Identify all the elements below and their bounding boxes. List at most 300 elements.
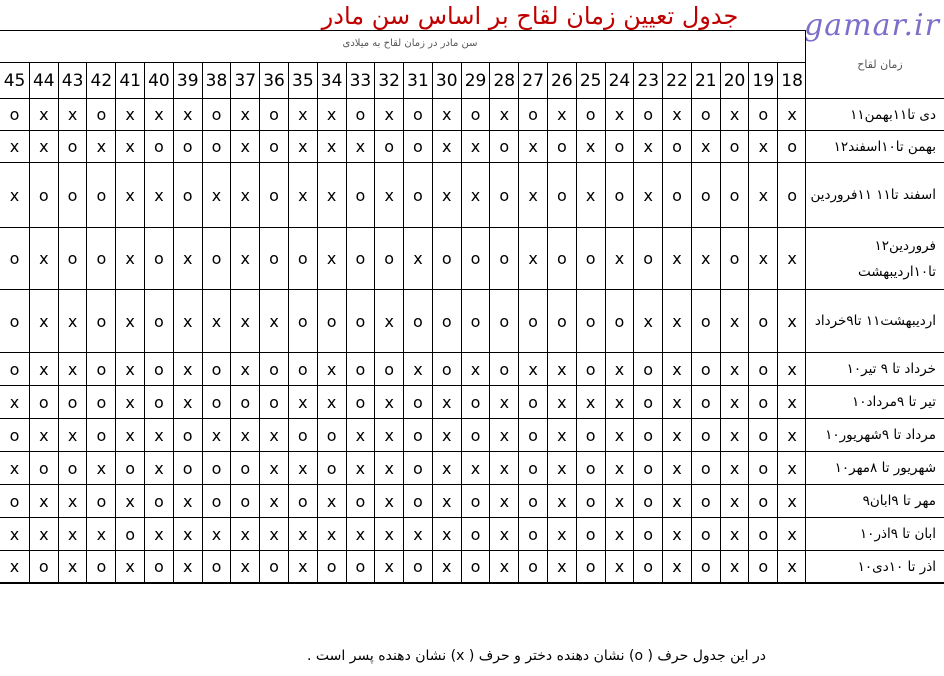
table-cell: x	[432, 386, 461, 418]
age-header-cell: 19	[748, 63, 777, 98]
table-cell: o	[748, 419, 777, 451]
table-cell: o	[691, 163, 720, 227]
table-cell: x	[605, 228, 634, 289]
table-cell: x	[489, 551, 518, 582]
table-cell: x	[317, 163, 346, 227]
table-cell: o	[403, 419, 432, 451]
table-cell: o	[518, 485, 547, 517]
table-cell: x	[691, 131, 720, 162]
table-cell: o	[461, 419, 490, 451]
table-cell: o	[748, 386, 777, 418]
table-cell: o	[403, 163, 432, 227]
table-cell: x	[259, 419, 288, 451]
table-cell: x	[720, 551, 749, 582]
table-cell: x	[432, 99, 461, 130]
table-cell: x	[547, 485, 576, 517]
table-cell: o	[202, 452, 231, 484]
table-cell: x	[288, 386, 317, 418]
table-cell: x	[173, 228, 202, 289]
table-cell: x	[605, 551, 634, 582]
age-header-cell: 36	[259, 63, 288, 98]
age-header-cell: 37	[230, 63, 259, 98]
table-cell: x	[777, 228, 806, 289]
table-cell: x	[374, 518, 403, 550]
table-cell: o	[173, 419, 202, 451]
table-cell: o	[576, 452, 605, 484]
table-cell: x	[777, 386, 806, 418]
table-cell: o	[259, 551, 288, 582]
table-cell: o	[633, 228, 662, 289]
table-cell: o	[432, 228, 461, 289]
age-header-cell: 33	[346, 63, 375, 98]
table-cell: o	[748, 99, 777, 130]
table-cell: o	[461, 485, 490, 517]
table-cell: o	[662, 131, 691, 162]
table-cell: o	[691, 353, 720, 385]
table-cell: x	[489, 386, 518, 418]
table-cell: o	[403, 452, 432, 484]
table-cell: o	[576, 99, 605, 130]
table-cell: x	[777, 518, 806, 550]
table-cell: o	[86, 99, 115, 130]
table-cell: o	[346, 99, 375, 130]
table-row	[0, 452, 806, 484]
table-cell: x	[374, 419, 403, 451]
table-cell: x	[662, 485, 691, 517]
table-cell: o	[691, 518, 720, 550]
table-cell: x	[748, 163, 777, 227]
table-cell: x	[662, 290, 691, 352]
table-cell: o	[58, 386, 87, 418]
table-cell: x	[288, 131, 317, 162]
table-cell: o	[144, 228, 173, 289]
table-cell: x	[633, 290, 662, 352]
age-header-cell: 28	[489, 63, 518, 98]
table-cell: o	[403, 290, 432, 352]
age-header-cell: 44	[29, 63, 58, 98]
table-cell: x	[720, 386, 749, 418]
table-cell: o	[202, 228, 231, 289]
table-cell: o	[288, 353, 317, 385]
table-cell: x	[547, 518, 576, 550]
table-cell: o	[259, 386, 288, 418]
table-cell: x	[489, 419, 518, 451]
table-cell: o	[9, 425, 20, 445]
table-cell: x	[115, 419, 144, 451]
table-cell: o	[461, 99, 490, 130]
row-label: فروردین۱۲ تا۱۰اردیبهشت	[857, 237, 936, 280]
table-cell: x	[29, 518, 58, 550]
table-cell: o	[346, 290, 375, 352]
table-cell: o	[144, 485, 173, 517]
table-cell: x	[518, 353, 547, 385]
table-cell: o	[374, 228, 403, 289]
table-cell: x	[691, 228, 720, 289]
table-cell: x	[662, 419, 691, 451]
table-cell: o	[633, 99, 662, 130]
age-header-cell: 26	[547, 63, 576, 98]
table-cell: o	[691, 452, 720, 484]
table-cell: o	[173, 452, 202, 484]
table-cell: x	[432, 485, 461, 517]
table-cell: x	[432, 452, 461, 484]
table-cell: o	[748, 290, 777, 352]
table-cell: o	[374, 131, 403, 162]
table-cell: x	[518, 228, 547, 289]
table-cell: o	[86, 551, 115, 582]
table-cell: o	[86, 485, 115, 517]
table-row	[0, 386, 806, 418]
table-cell: x	[9, 392, 20, 412]
table-cell: o	[346, 163, 375, 227]
table-cell: o	[173, 131, 202, 162]
table-row	[0, 163, 806, 227]
table-cell: o	[777, 163, 806, 227]
table-cell: x	[346, 419, 375, 451]
table-cell: x	[115, 353, 144, 385]
table-cell: x	[432, 551, 461, 582]
grid-line	[0, 30, 806, 31]
table-cell: o	[58, 452, 87, 484]
table-row	[0, 353, 806, 385]
table-cell: o	[346, 228, 375, 289]
table-cell: o	[748, 452, 777, 484]
table-cell: x	[115, 386, 144, 418]
table-cell: x	[230, 228, 259, 289]
table-cell: x	[317, 131, 346, 162]
table-cell: x	[173, 290, 202, 352]
table-cell: x	[9, 458, 20, 478]
table-cell: x	[720, 485, 749, 517]
age-header-cell: 29	[461, 63, 490, 98]
table-cell: x	[58, 353, 87, 385]
table-cell: o	[547, 131, 576, 162]
table-cell: x	[461, 353, 490, 385]
table-cell: o	[461, 228, 490, 289]
age-header-cell: 20	[720, 63, 749, 98]
table-cell: o	[115, 518, 144, 550]
table-cell: o	[547, 163, 576, 227]
table-cell: o	[518, 419, 547, 451]
table-cell: x	[115, 99, 144, 130]
age-header-cell: 45	[3, 70, 26, 91]
table-cell: o	[202, 131, 231, 162]
table-cell: x	[374, 163, 403, 227]
table-cell: x	[576, 386, 605, 418]
table-cell: x	[230, 551, 259, 582]
table-cell: o	[633, 551, 662, 582]
table-cell: o	[346, 386, 375, 418]
table-row	[0, 131, 806, 162]
table-cell: x	[288, 163, 317, 227]
table-cell: o	[691, 290, 720, 352]
table-cell: o	[144, 131, 173, 162]
table-cell: x	[29, 131, 58, 162]
table-cell: o	[576, 228, 605, 289]
table-cell: x	[748, 131, 777, 162]
table-cell: o	[9, 249, 20, 268]
table-cell: x	[58, 518, 87, 550]
table-cell: x	[403, 228, 432, 289]
age-header-cell: 42	[86, 63, 115, 98]
table-cell: o	[288, 228, 317, 289]
table-cell: o	[346, 353, 375, 385]
age-header-cell: 34	[317, 63, 346, 98]
table-cell: x	[777, 99, 806, 130]
table-cell: x	[461, 163, 490, 227]
footnote: در این جدول حرف ( o) نشان دهنده دختر و حرف ( x) نشان دهنده پسر است .	[307, 648, 766, 664]
table-cell: o	[144, 290, 173, 352]
table-cell: o	[58, 228, 87, 289]
table-cell: x	[144, 99, 173, 130]
table-cell: x	[86, 131, 115, 162]
table-cell: x	[317, 485, 346, 517]
table-cell: x	[547, 452, 576, 484]
table-cell: o	[748, 353, 777, 385]
table-cell: x	[720, 452, 749, 484]
table-cell: o	[29, 386, 58, 418]
table-cell: o	[489, 290, 518, 352]
table-cell: o	[9, 359, 20, 379]
table-cell: o	[748, 518, 777, 550]
table-cell: o	[720, 131, 749, 162]
table-cell: x	[29, 353, 58, 385]
table-cell: x	[605, 485, 634, 517]
table-cell: o	[432, 290, 461, 352]
table-cell: o	[230, 452, 259, 484]
table-cell: x	[144, 452, 173, 484]
age-header-cell: 39	[173, 63, 202, 98]
table-cell: x	[720, 419, 749, 451]
table-cell: x	[58, 419, 87, 451]
table-cell: x	[29, 228, 58, 289]
table-cell: o	[720, 228, 749, 289]
table-cell: o	[202, 485, 231, 517]
table-cell: o	[202, 386, 231, 418]
table-cell: x	[115, 485, 144, 517]
age-header-cell: 31	[403, 63, 432, 98]
table-cell: x	[374, 99, 403, 130]
table-cell: x	[605, 386, 634, 418]
table-cell: x	[317, 386, 346, 418]
table-cell: o	[518, 518, 547, 550]
age-header-cell: 43	[58, 63, 87, 98]
age-header-cell: 35	[288, 63, 317, 98]
table-cell: x	[777, 290, 806, 352]
table-cell: x	[374, 452, 403, 484]
table-cell: o	[489, 131, 518, 162]
age-header-cell: 40	[144, 63, 173, 98]
table-cell: o	[691, 551, 720, 582]
table-cell: x	[374, 485, 403, 517]
table-cell: o	[259, 99, 288, 130]
table-cell: o	[576, 551, 605, 582]
table-cell: o	[86, 228, 115, 289]
table-cell: x	[777, 353, 806, 385]
table-cell: x	[576, 131, 605, 162]
table-cell: x	[173, 353, 202, 385]
table-cell: o	[403, 131, 432, 162]
table-cell: x	[547, 386, 576, 418]
chart-title: جدول تعیین زمان لقاح بر اساس سن مادر	[321, 2, 739, 30]
table-cell: x	[374, 290, 403, 352]
table-cell: x	[29, 419, 58, 451]
table-cell: o	[317, 290, 346, 352]
table-cell: x	[777, 419, 806, 451]
table-cell: x	[144, 163, 173, 227]
table-cell: o	[633, 518, 662, 550]
table-cell: x	[173, 386, 202, 418]
table-row	[0, 290, 806, 352]
table-cell: x	[662, 452, 691, 484]
table-cell: x	[9, 185, 20, 205]
table-cell: x	[317, 99, 346, 130]
table-cell: o	[461, 290, 490, 352]
table-cell: x	[374, 551, 403, 582]
table-cell: x	[173, 485, 202, 517]
table-cell: x	[288, 518, 317, 550]
table-cell: x	[346, 452, 375, 484]
table-cell: o	[202, 99, 231, 130]
table-cell: x	[29, 290, 58, 352]
table-cell: x	[202, 163, 231, 227]
table-cell: o	[230, 485, 259, 517]
table-cell: o	[633, 452, 662, 484]
row-label: بهمن تا۱۰اسفند۱۲	[833, 138, 936, 155]
table-cell: o	[403, 99, 432, 130]
table-cell: x	[489, 452, 518, 484]
table-cell: x	[230, 518, 259, 550]
table-cell: x	[173, 99, 202, 130]
table-cell: o	[461, 518, 490, 550]
table-cell: o	[633, 353, 662, 385]
table-cell: o	[777, 131, 806, 162]
table-cell: x	[9, 137, 20, 156]
table-cell: x	[662, 99, 691, 130]
table-cell: x	[230, 290, 259, 352]
table-cell: o	[259, 228, 288, 289]
table-cell: x	[144, 419, 173, 451]
table-cell: o	[576, 290, 605, 352]
table-row	[0, 99, 806, 130]
table-cell: x	[230, 131, 259, 162]
table-cell: o	[748, 485, 777, 517]
table-cell: x	[461, 452, 490, 484]
table-cell: o	[259, 353, 288, 385]
table-cell: x	[29, 99, 58, 130]
table-cell: o	[288, 485, 317, 517]
table-cell: x	[288, 452, 317, 484]
row-label: تیر تا ۹مرداد۱۰	[852, 394, 936, 410]
table-cell: x	[662, 551, 691, 582]
table-cell: o	[86, 163, 115, 227]
table-cell: x	[547, 99, 576, 130]
table-cell: o	[605, 290, 634, 352]
table-cell: o	[86, 290, 115, 352]
age-header-row	[0, 63, 806, 98]
table-cell: x	[58, 551, 87, 582]
table-cell: x	[489, 518, 518, 550]
table-cell: o	[633, 386, 662, 418]
table-cell: x	[86, 452, 115, 484]
table-cell: x	[662, 518, 691, 550]
table-cell: x	[720, 99, 749, 130]
table-cell: o	[173, 163, 202, 227]
row-label: ابان تا ۹اذر۱۰	[859, 526, 936, 542]
age-header-cell: 38	[202, 63, 231, 98]
table-cell: x	[259, 452, 288, 484]
table-cell: x	[432, 163, 461, 227]
table-cell: o	[691, 485, 720, 517]
table-cell: o	[58, 131, 87, 162]
table-cell: o	[9, 105, 20, 124]
table-cell: x	[9, 524, 20, 544]
table-cell: x	[259, 485, 288, 517]
table-cell: x	[720, 518, 749, 550]
row-label: اذر تا ۱۰دی۱۰	[857, 558, 936, 575]
table-cell: x	[547, 551, 576, 582]
table-cell: x	[202, 290, 231, 352]
age-header-cell: 21	[691, 63, 720, 98]
table-cell: o	[86, 419, 115, 451]
table-cell: x	[173, 518, 202, 550]
table-cell: o	[288, 419, 317, 451]
table-cell: o	[461, 386, 490, 418]
table-cell: o	[518, 290, 547, 352]
table-cell: o	[259, 163, 288, 227]
table-cell: x	[547, 419, 576, 451]
column-caption: زمان لقاح	[857, 58, 903, 71]
table-cell: o	[403, 551, 432, 582]
table-cell: x	[58, 290, 87, 352]
table-cell: x	[288, 99, 317, 130]
table-cell: o	[230, 386, 259, 418]
row-label: دی تا۱۱بهمن۱۱	[850, 106, 936, 123]
age-header-cell: 22	[662, 63, 691, 98]
table-cell: x	[346, 131, 375, 162]
table-cell: o	[288, 290, 317, 352]
table-cell: x	[518, 131, 547, 162]
table-cell: o	[29, 163, 58, 227]
table-cell: o	[317, 419, 346, 451]
table-cell: x	[259, 290, 288, 352]
table-cell: o	[691, 419, 720, 451]
table-cell: o	[9, 491, 20, 511]
table-cell: x	[461, 131, 490, 162]
table-cell: o	[144, 551, 173, 582]
table-cell: o	[518, 452, 547, 484]
age-header-cell: 30	[432, 63, 461, 98]
table-cell: x	[489, 485, 518, 517]
table-cell: x	[115, 163, 144, 227]
table-cell: o	[518, 386, 547, 418]
table-cell: o	[605, 163, 634, 227]
table-cell: x	[173, 551, 202, 582]
table-cell: o	[202, 551, 231, 582]
table-cell: o	[576, 419, 605, 451]
table-cell: x	[58, 99, 87, 130]
table-cell: x	[432, 419, 461, 451]
table-cell: x	[662, 228, 691, 289]
table-row	[0, 228, 806, 289]
table-cell: x	[29, 485, 58, 517]
table-cell: x	[432, 518, 461, 550]
table-cell: o	[86, 386, 115, 418]
table-cell: x	[605, 452, 634, 484]
row-label: شهریور تا ۸مهر۱۰	[834, 460, 936, 476]
table-cell: x	[9, 557, 20, 576]
table-cell: o	[144, 353, 173, 385]
